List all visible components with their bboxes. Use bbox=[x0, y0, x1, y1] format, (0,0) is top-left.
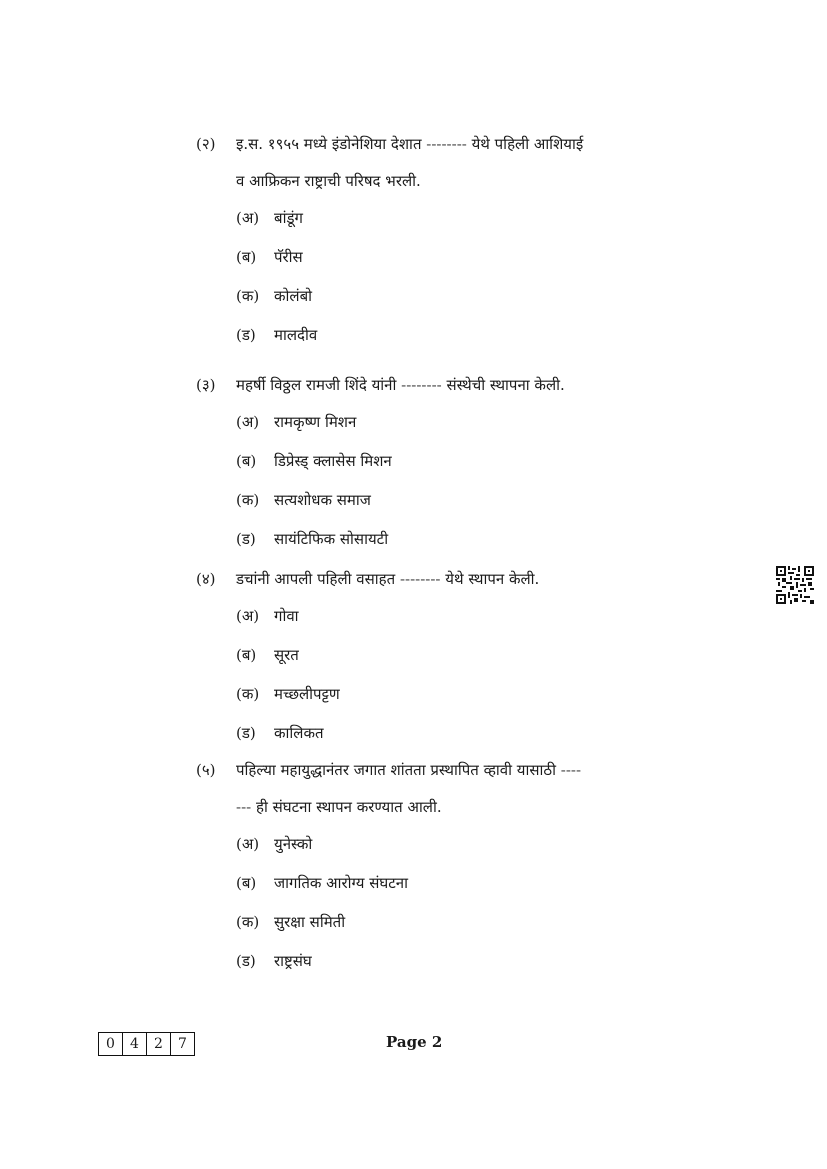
option-text: सूरत bbox=[274, 646, 299, 664]
option-label: (क) bbox=[236, 913, 260, 931]
option-text: सत्यशोधक समाज bbox=[274, 491, 371, 509]
option-text: पॅरीस bbox=[274, 248, 303, 266]
question-text: पहिल्या महायुद्धानंतर जगात शांतता प्रस्थापित व्हावी यासाठी ---- bbox=[236, 761, 582, 779]
option-c[interactable] bbox=[236, 684, 646, 704]
options-list bbox=[196, 412, 646, 549]
option-text: जागतिक आरोग्य संघटना bbox=[274, 874, 408, 892]
blank: -------- bbox=[401, 376, 442, 394]
question-continuation: --- ही संघटना स्थापन करण्यात आली. bbox=[236, 798, 442, 816]
question-number: (३) bbox=[196, 376, 216, 394]
question-text: डचांनी आपली पहिली वसाहत -------- येथे स्थापन केली. bbox=[236, 570, 540, 588]
question-number: (५) bbox=[196, 761, 216, 779]
option-text: राष्ट्रसंघ bbox=[274, 952, 312, 970]
question-text: इ.स. १९५५ मध्ये इंडोनेशिया देशात -------- येथे पहिली आशियाई bbox=[236, 135, 584, 153]
option-label: (क) bbox=[236, 685, 260, 703]
option-label: (अ) bbox=[236, 835, 260, 853]
option-text: गोवा bbox=[274, 607, 299, 625]
option-label: (ड) bbox=[236, 326, 256, 344]
option-text: डिप्रेस्ड् क्लासेस मिशन bbox=[274, 452, 392, 470]
blank: -------- bbox=[399, 570, 441, 588]
question-line bbox=[196, 760, 646, 780]
option-a[interactable] bbox=[236, 208, 646, 228]
code-digit: 7 bbox=[178, 1036, 187, 1052]
option-b[interactable] bbox=[236, 247, 646, 267]
option-label: (अ) bbox=[236, 607, 260, 625]
blank: --- bbox=[236, 798, 252, 816]
option-label: (अ) bbox=[236, 209, 260, 227]
option-label: (ड) bbox=[236, 952, 256, 970]
page-number: Page 2 bbox=[386, 1033, 443, 1051]
option-d[interactable] bbox=[236, 325, 646, 345]
question-number: (४) bbox=[196, 570, 216, 588]
option-a[interactable] bbox=[236, 412, 646, 432]
option-text: बांडूंग bbox=[274, 209, 303, 227]
code-digit: 4 bbox=[123, 1033, 147, 1055]
question-line bbox=[196, 375, 646, 395]
option-d[interactable] bbox=[236, 723, 646, 743]
option-c[interactable] bbox=[236, 490, 646, 510]
paper-code-box bbox=[98, 1032, 195, 1056]
option-text: युनेस्को bbox=[274, 835, 313, 853]
option-a[interactable] bbox=[236, 606, 646, 626]
option-label: (क) bbox=[236, 491, 260, 509]
option-label: (ड) bbox=[236, 530, 256, 548]
code-digit: 2 bbox=[147, 1033, 171, 1055]
question-number: (२) bbox=[196, 135, 216, 153]
option-label: (क) bbox=[236, 287, 260, 305]
option-label: (अ) bbox=[236, 413, 260, 431]
options-list bbox=[196, 208, 646, 345]
option-text: मच्छलीपट्टण bbox=[274, 685, 340, 703]
question-4 bbox=[196, 569, 646, 762]
option-label: (ब) bbox=[236, 874, 257, 892]
option-text: सुरक्षा समिती bbox=[274, 913, 346, 931]
question-3 bbox=[196, 375, 646, 568]
code-digit: 0 bbox=[99, 1033, 123, 1055]
option-label: (ड) bbox=[236, 724, 256, 742]
option-text: कालिकत bbox=[274, 724, 324, 742]
question-2 bbox=[196, 134, 646, 364]
option-text: सायंटिफिक सोसायटी bbox=[274, 530, 389, 548]
option-label: (ब) bbox=[236, 248, 257, 266]
option-text: रामकृष्ण मिशन bbox=[274, 413, 357, 431]
option-b[interactable] bbox=[236, 645, 646, 665]
option-d[interactable] bbox=[236, 529, 646, 549]
option-a[interactable] bbox=[236, 834, 646, 854]
option-d[interactable] bbox=[236, 951, 646, 971]
options-list bbox=[196, 834, 646, 971]
option-label: (ब) bbox=[236, 646, 257, 664]
option-c[interactable] bbox=[236, 912, 646, 932]
question-continuation: व आफ्रिकन राष्ट्राची परिषद भरली. bbox=[236, 172, 421, 190]
question-5 bbox=[196, 760, 646, 990]
question-text: महर्षी विठ्ठल रामजी शिंदे यांनी -------- संस्थेची स्थापना केली. bbox=[236, 376, 565, 394]
blank: ---- bbox=[560, 761, 582, 779]
question-line bbox=[196, 134, 646, 154]
option-label: (ब) bbox=[236, 452, 257, 470]
option-b[interactable] bbox=[236, 873, 646, 893]
option-text: मालदीव bbox=[274, 326, 318, 344]
qr-code-icon bbox=[776, 566, 814, 604]
option-b[interactable] bbox=[236, 451, 646, 471]
blank: -------- bbox=[426, 135, 467, 153]
option-text: कोलंबो bbox=[274, 287, 313, 305]
options-list bbox=[196, 606, 646, 743]
question-line bbox=[196, 569, 646, 589]
option-c[interactable] bbox=[236, 286, 646, 306]
